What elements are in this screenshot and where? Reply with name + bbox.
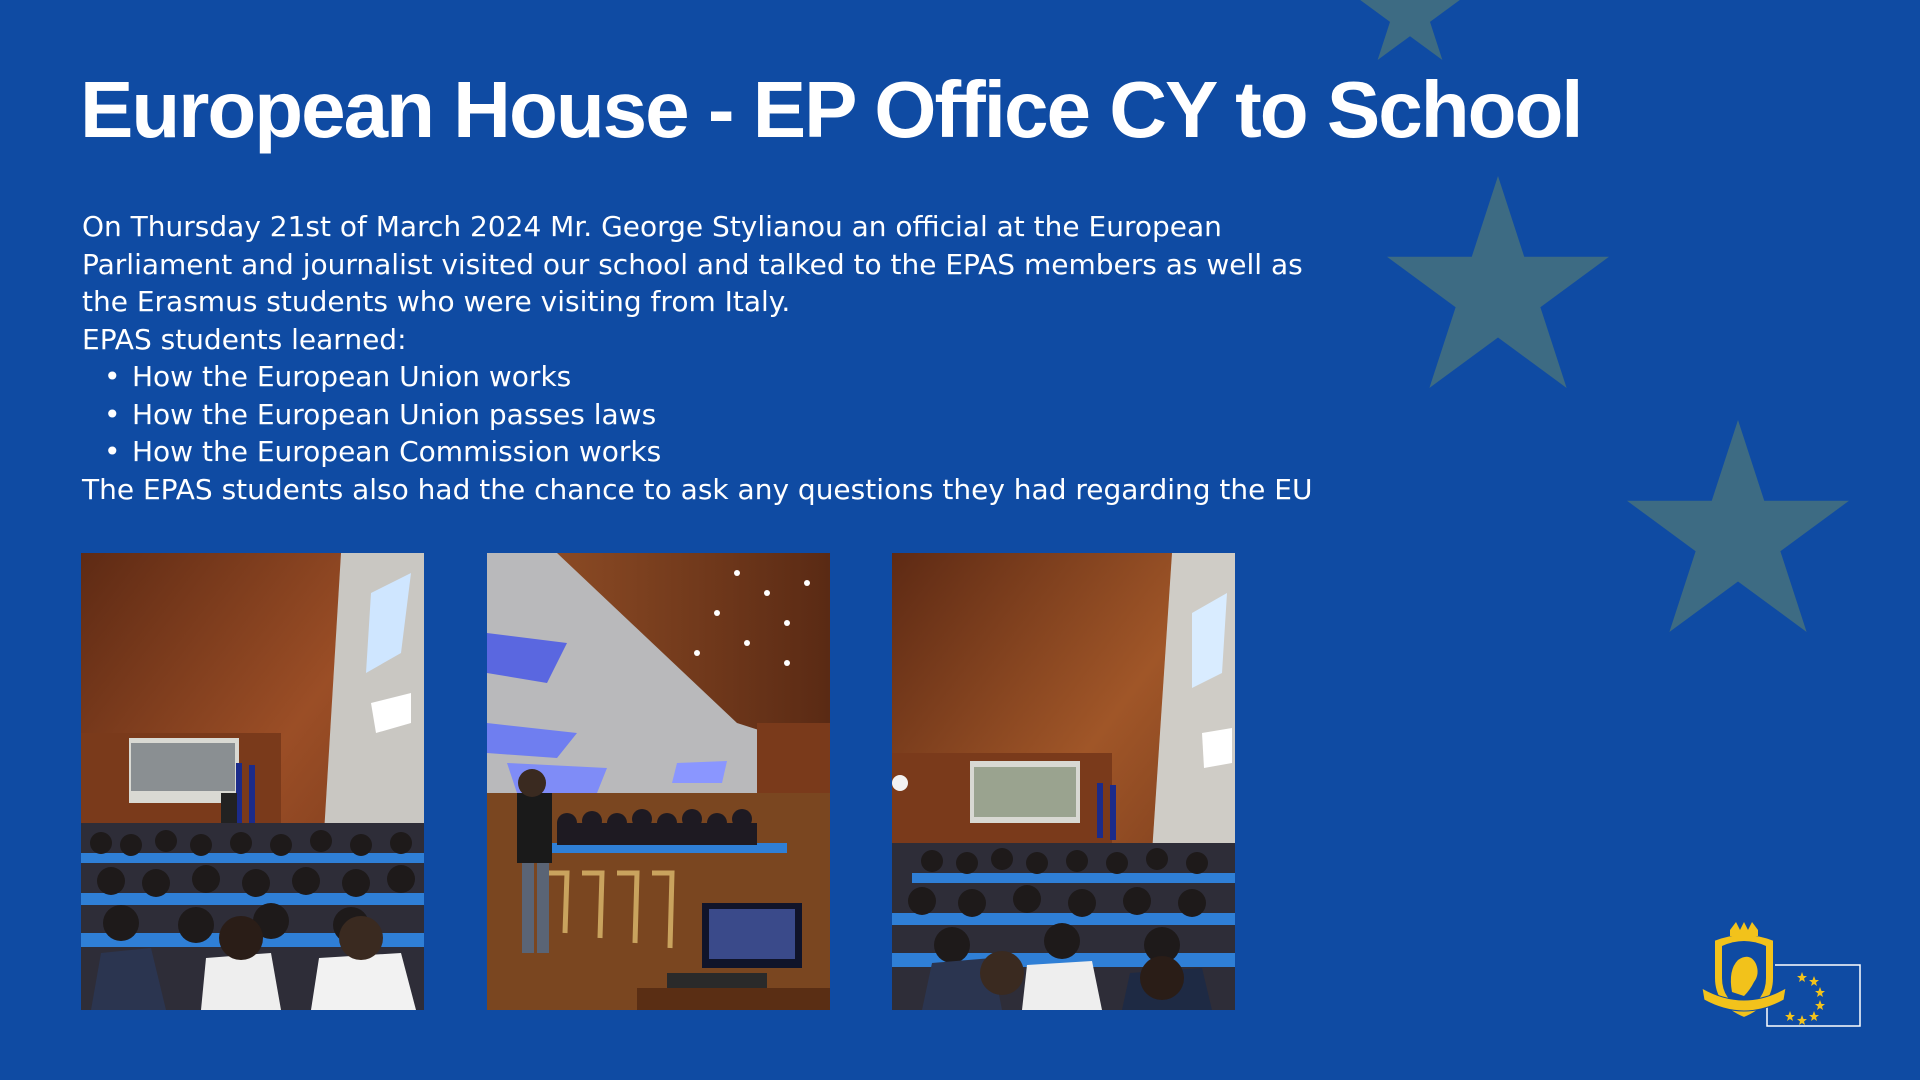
photo-speaker-students-icon — [487, 553, 830, 1010]
intro-paragraph: On Thursday 21st of March 2024 Mr. George Stylianou an official at the European Parliament and journalist visited our school and talked to the EPAS members as well as the Erasmus students who were visiting from Italy. — [82, 210, 1303, 318]
school-crest-with-eu-flag-icon — [1702, 922, 1862, 1028]
photo-audience-projector-icon — [81, 553, 424, 1010]
learned-list — [82, 358, 1342, 471]
learned-item: • How the European Union passes laws — [82, 396, 1342, 434]
lecture-hall-photo-3 — [892, 553, 1235, 1010]
slide-title: European House - EP Office CY to School — [80, 65, 1582, 154]
bullet-icon: • — [104, 435, 121, 468]
learned-heading: EPAS students learned: — [82, 322, 407, 356]
bullet-icon: • — [104, 397, 121, 431]
closing-paragraph: The EPAS students also had the chance to ask any questions they had regarding the EU — [82, 472, 1313, 506]
lecture-hall-photo-2 — [487, 553, 830, 1010]
lecture-hall-photo-1 — [81, 553, 424, 1010]
learned-item: • How the European Commission works — [82, 433, 1342, 471]
school-crest-logo — [1702, 922, 1862, 1028]
slide-body — [82, 208, 1342, 508]
learned-item: • How the European Union works — [82, 358, 1342, 396]
star-decoration-icon — [1330, 0, 1490, 60]
star-decoration-icon — [1387, 176, 1609, 388]
photo-audience-slide-icon — [892, 553, 1235, 1010]
star-decoration-icon — [1627, 420, 1849, 632]
bullet-icon: • — [104, 360, 121, 393]
